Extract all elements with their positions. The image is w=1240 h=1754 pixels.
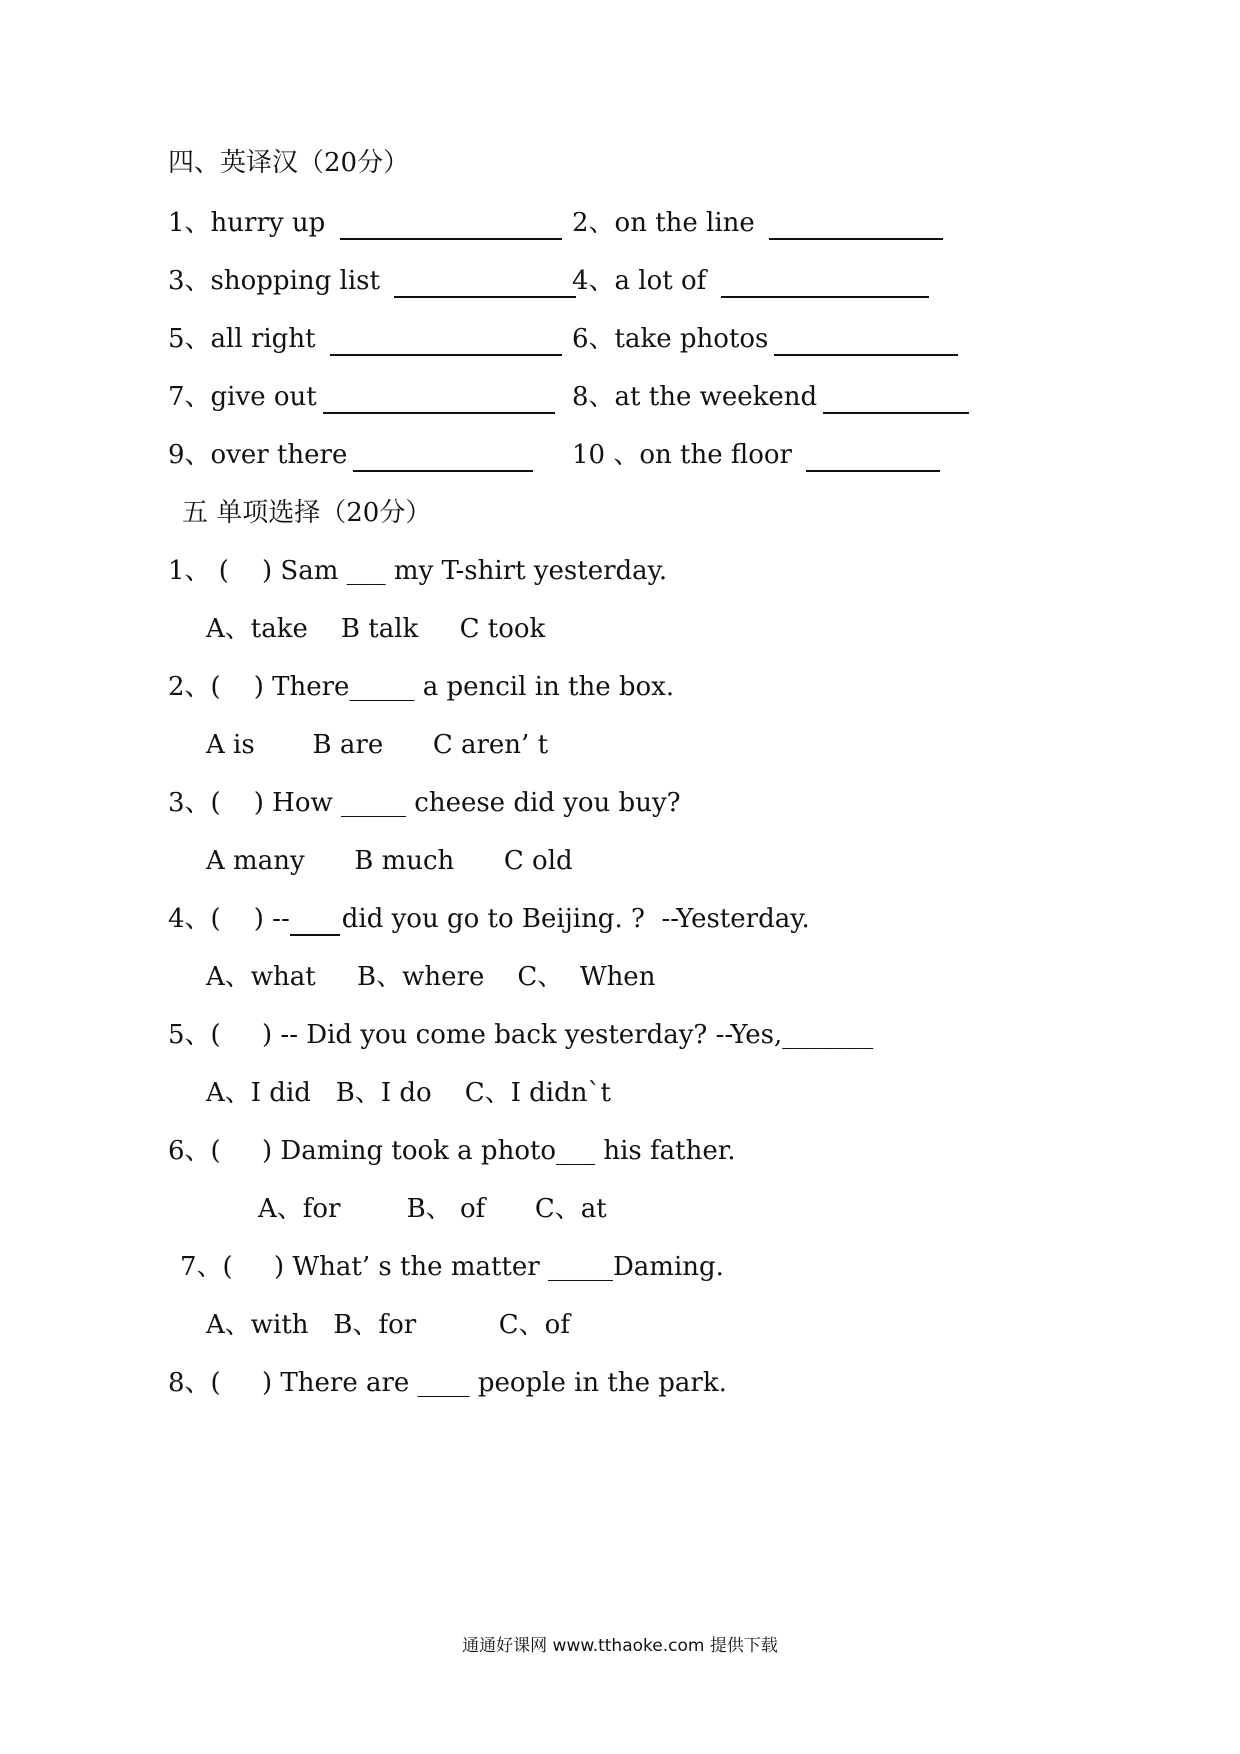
item-label: 8、at the weekend bbox=[572, 382, 818, 412]
answer-blank[interactable] bbox=[323, 386, 555, 414]
item-label: 6、take photos bbox=[572, 324, 769, 354]
question-options: A、with B、for C、of bbox=[206, 1310, 570, 1340]
question-options: A、I did B、I do C、I didn`t bbox=[206, 1078, 611, 1108]
item-label: 9、over there bbox=[168, 440, 348, 470]
translation-item bbox=[168, 322, 562, 356]
item-label: 3、shopping list bbox=[168, 266, 389, 296]
question-stem: 7、( ) What’ s the matter _____Daming. bbox=[180, 1252, 724, 1282]
item-label: 5、all right bbox=[168, 324, 324, 354]
question-stem: 6、( ) Daming took a photo___ his father. bbox=[168, 1136, 736, 1166]
question-options: A is B are C aren’ t bbox=[206, 730, 549, 760]
question-stem bbox=[168, 902, 810, 936]
translation-item bbox=[168, 438, 533, 472]
question-options: A many B much C old bbox=[206, 846, 573, 876]
section-5-title: 五 单项选择（20分） bbox=[182, 498, 432, 528]
translation-item bbox=[168, 380, 555, 414]
answer-blank[interactable] bbox=[823, 386, 969, 414]
question-stem: 1、 ( ) Sam ___ my T-shirt yesterday. bbox=[168, 556, 668, 586]
translation-row bbox=[0, 438, 1240, 472]
question-options: A、take B talk C took bbox=[206, 614, 546, 644]
question-stem: 8、( ) There are ____ people in the park. bbox=[168, 1368, 727, 1398]
translation-item bbox=[572, 206, 943, 240]
question-options: A、for B、 of C、at bbox=[258, 1194, 607, 1224]
answer-blank[interactable] bbox=[806, 444, 940, 472]
answer-blank[interactable] bbox=[769, 212, 943, 240]
translation-item bbox=[168, 206, 562, 240]
item-label: 7、give out bbox=[168, 382, 317, 412]
answer-blank[interactable] bbox=[353, 444, 533, 472]
answer-blank[interactable] bbox=[774, 328, 958, 356]
question-stem: 3、( ) How _____ cheese did you buy? bbox=[168, 788, 681, 818]
answer-blank[interactable] bbox=[290, 908, 340, 936]
stem-end: did you go to Beijing. ? --Yesterday. bbox=[341, 904, 810, 934]
translation-item bbox=[572, 438, 940, 472]
translation-row bbox=[0, 322, 1240, 356]
item-label: 4、a lot of bbox=[572, 266, 715, 296]
item-label: 1、hurry up bbox=[168, 208, 334, 238]
answer-blank[interactable] bbox=[330, 328, 562, 356]
translation-item bbox=[168, 264, 576, 298]
translation-row bbox=[0, 206, 1240, 240]
translation-item bbox=[572, 380, 969, 414]
translation-item bbox=[572, 264, 929, 298]
stem-start: 4、( ) -- bbox=[168, 904, 290, 934]
answer-blank[interactable] bbox=[721, 270, 929, 298]
question-options: A、what B、where C、 When bbox=[206, 962, 656, 992]
translation-item bbox=[572, 322, 958, 356]
answer-blank[interactable] bbox=[394, 270, 576, 298]
question-stem: 5、( ) -- Did you come back yesterday? --Yes,_______ bbox=[168, 1020, 874, 1050]
answer-blank[interactable] bbox=[340, 212, 562, 240]
page-footer: 通通好课网 www.tthaoke.com 提供下载 bbox=[462, 1636, 778, 1656]
item-label: 2、on the line bbox=[572, 208, 764, 238]
translation-row bbox=[0, 380, 1240, 414]
item-label: 10 、on the floor bbox=[572, 440, 801, 470]
section-4-title: 四、英译汉（20分） bbox=[168, 148, 410, 178]
translation-row bbox=[0, 264, 1240, 298]
question-stem: 2、( ) There_____ a pencil in the box. bbox=[168, 672, 675, 702]
